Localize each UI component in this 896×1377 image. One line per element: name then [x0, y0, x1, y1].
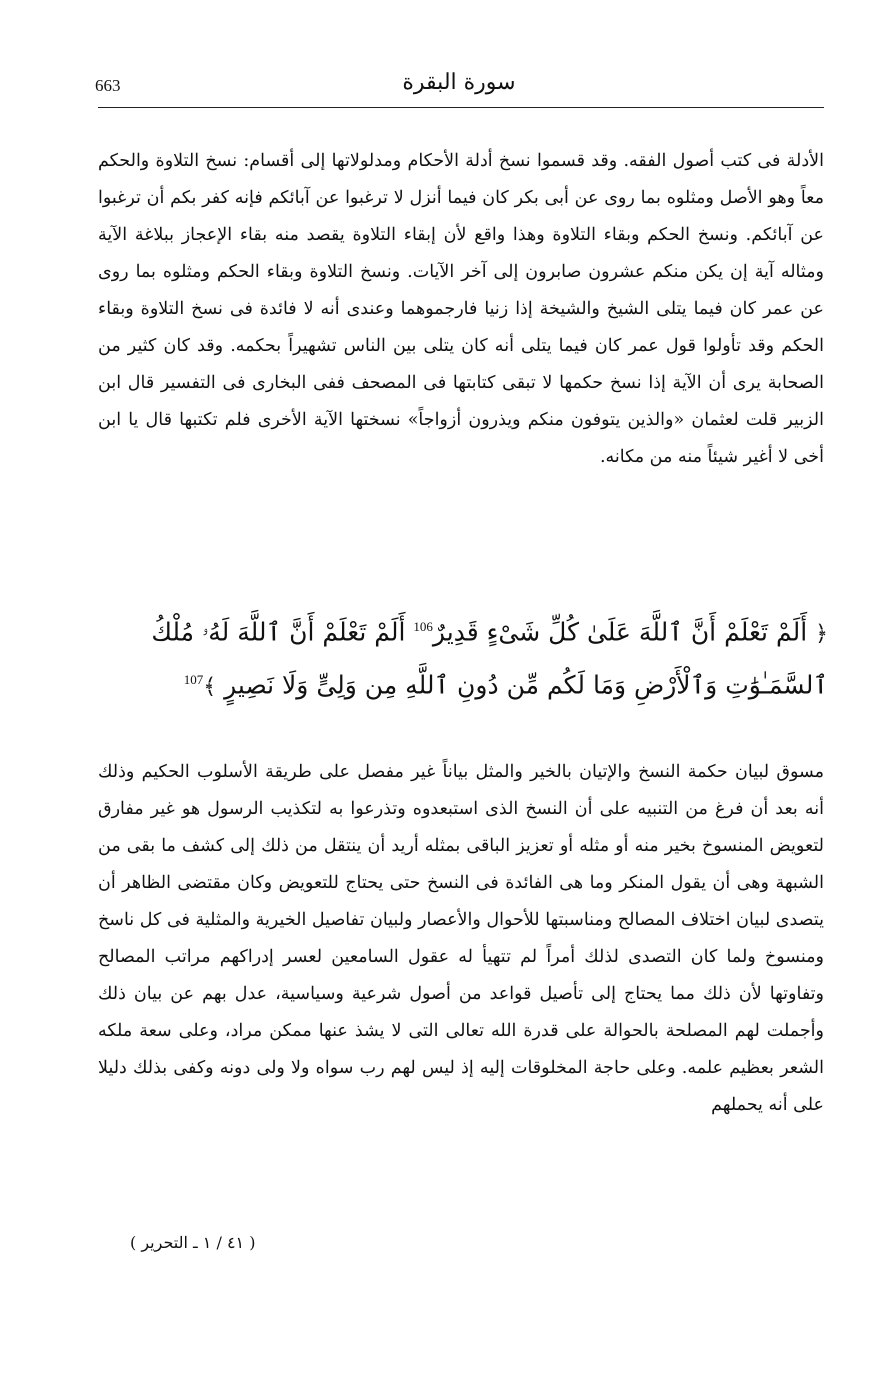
page-footer-signature: ( ٤١ / ١ ـ التحرير ) — [130, 1233, 256, 1252]
surah-title: سورة البقرة — [402, 70, 516, 95]
header-divider — [98, 107, 824, 108]
page-header — [95, 60, 823, 106]
verse-open-bracket: ﴿ — [815, 621, 828, 647]
page-number: 663 — [95, 76, 121, 95]
verse-text-107: أَلَمْ تَعْلَمْ أَنَّ ٱللَّهَ لَهُۥ مُلْكُ ٱلسَّمَـٰوَٰتِ وَٱلْأَرْضِ وَمَا لَكُم مِّن دُونِ ٱللَّهِ مِن وَلِىٍّ وَلَا نَصِيرٍ — [151, 617, 828, 700]
body-paragraph-1: الأدلة فى كتب أصول الفقه. وقد قسموا نسخ أدلة الأحكام ومدلولاتها إلى أقسام: نسخ التلاوة والحكم معاً وهو الأصل ومثلوه بما روى عن أبى بكر كان فيما أنزل لا ترغبوا عن آبائكم فإنه كفر بكم أن ترغبوا عن آبائكم. ونسخ الحكم وبقاء التلاوة وهذا واقع لأن إبقاء التلاوة يقصد منه بقاء الإعجاز ببلاغة الآية ومثاله آية إن يكن منكم عشرون صابرون إلى آخر الآيات. ونسخ التلاوة وبقاء الحكم ومثلوه بما روى عن عمر كان فيما يتلى الشيخ والشيخة إذا زنيا فارجموهما وعندى أنه لا فائدة فى نسخ التلاوة وبقاء الحكم وقد تأولوا قول عمر كان فيما يتلى أنه كان يتلى بين الناس تشهيراً بحكمه. وقد كان كثير من الصحابة يرى أن الآية إذا نسخ حكمها لا تبقى كتابتها فى المصحف ففى البخارى فى التفسير قال ابن الزبير قلت لعثمان «والذين يتوفون منكم ويذرون أزواجاً» نسختها الآية الأخرى فلم تكتبها قال يا ابن أخى لا أغير شيئاً منه من مكانه. — [98, 151, 824, 467]
verse-number-107: 107 — [183, 672, 204, 688]
verse-number-106: 106 — [413, 619, 433, 634]
verse-close-bracket: ﴾ — [203, 674, 217, 700]
verse-text-106: أَلَمْ تَعْلَمْ أَنَّ ٱللَّهَ عَلَىٰ كُلِّ شَىْءٍ قَدِيرٌ — [432, 617, 808, 647]
quran-verse — [88, 604, 828, 711]
body-paragraph-2: مسوق لبيان حكمة النسخ والإتيان بالخير والمثل بياناً غير مفصل على طريقة الأسلوب الحكيم وذلك أنه بعد أن فرغ من التنبيه على أن النسخ الذى استبعدوه وتذرعوا به لتكذيب الرسول هو غير مفارق لتعويض المنسوخ بخير منه أو مثله أو تعزيز الباقى بمثله أريد أن ينتقل من ذلك إلى كشف ما بقى من الشبهة وهى أن يقول المنكر وما هى الفائدة فى النسخ حتى يحتاج للتعويض وكان مقتضى الظاهر أن يتصدى لبيان اختلاف المصالح ومناسبتها للأحوال والأعصار ولبيان تفاصيل الخيرية والمثلية فى كل ناسخ ومنسوخ ولما كان التصدى لذلك أمراً لم تتهيأ له عقول السامعين لعسر إدراكهم مراتب المصالح وتفاوتها لأن ذلك مما يحتاج إلى تأصيل قواعد من أصول شرعية وسياسية، عدل بهم عن بيان ذلك وأجملت لهم المصلحة بالحوالة على قدرة الله تعالى التى لا يشذ عنها ممكن مراد، وعلى سعة ملكه الشعر بعظيم علمه. وعلى حاجة المخلوقات إليه إذ ليس لهم رب سواه ولا ولى دونه وكفى بذلك دليلا على أنه يحملهم — [98, 762, 824, 1115]
